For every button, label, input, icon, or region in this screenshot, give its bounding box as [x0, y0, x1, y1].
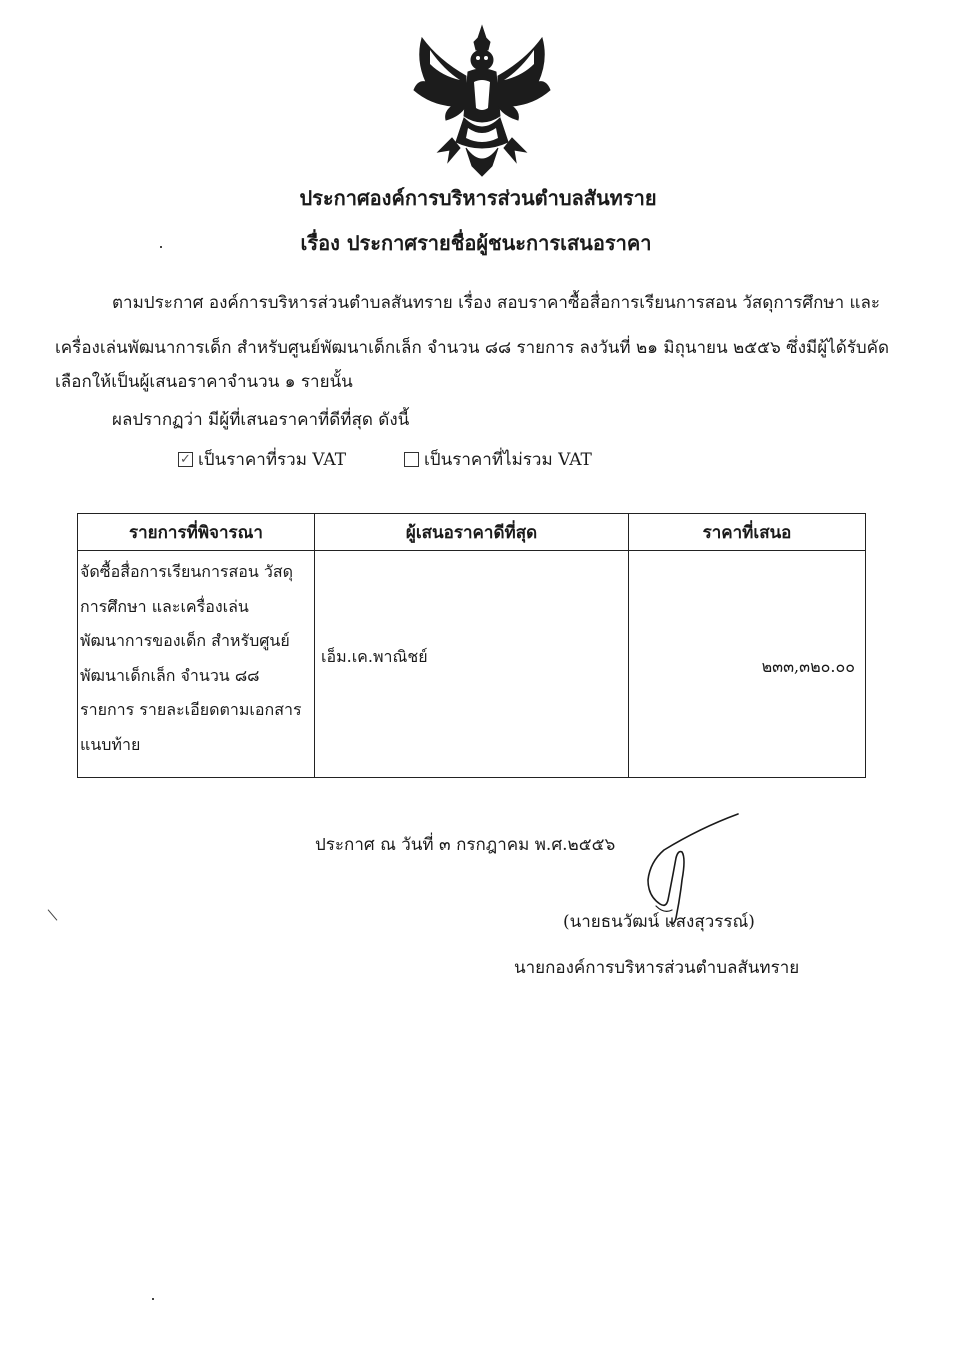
table-row — [78, 551, 866, 778]
announcement-date: ประกาศ ณ วันที่ ๓ กรกฎาคม พ.ศ.๒๕๕๖ — [315, 835, 616, 855]
signer-name: (นายธนวัฒน์ แสงสุวรรณ์) — [563, 912, 755, 932]
vat-included-label: เป็นราคาที่รวม VAT — [198, 450, 347, 470]
item-line: พัฒนาเด็กเล็ก จำนวน ๘๘ — [80, 665, 260, 685]
vat-excluded-checkbox — [404, 452, 419, 467]
offer-price: ๒๓๓,๓๒๐.๐๐ — [761, 657, 855, 676]
item-cell — [78, 551, 315, 778]
item-line: การศึกษา และเครื่องเล่น — [80, 596, 249, 616]
winner-name: เอ็ม.เค.พาณิชย์ — [321, 647, 428, 666]
signer-position: นายกองค์การบริหารส่วนตำบลสันทราย — [514, 958, 800, 978]
vat-excluded-option — [404, 446, 592, 473]
vat-included-option — [178, 446, 346, 473]
price-cell — [629, 551, 866, 778]
item-line: รายการ รายละเอียดตามเอกสาร — [80, 700, 302, 719]
table-header-row — [78, 514, 866, 551]
scan-speck — [160, 246, 162, 248]
bid-result-table — [77, 513, 866, 778]
vat-excluded-label: เป็นราคาที่ไม่รวม VAT — [424, 450, 592, 470]
announcement-title: ประกาศองค์การบริหารส่วนตำบลสันทราย — [299, 186, 657, 210]
header-price: ราคาที่เสนอ — [629, 514, 866, 551]
result-line: ผลปรากฏว่า มีผู้ที่เสนอราคาที่ดีที่สุด ดังนี้ — [112, 410, 410, 430]
announcement-subject: เรื่อง ประกาศรายชื่อผู้ชนะการเสนอราคา — [300, 231, 652, 255]
body-line-2: เครื่องเล่นพัฒนาการเด็ก สำหรับศูนย์พัฒนาเด็กเล็ก จำนวน ๘๘ รายการ ลงวันที่ ๒๑ มิถุนายน ๒๕๕๖ ซึ่งมีผู้ได้รับคัด — [55, 338, 890, 358]
winner-cell — [315, 551, 629, 778]
item-line: แนบท้าย — [80, 734, 141, 754]
item-line: พัฒนาการของเด็ก สำหรับศูนย์ — [80, 631, 290, 650]
scan-speck — [152, 1298, 154, 1300]
garuda-emblem-icon — [408, 20, 556, 178]
item-line: จัดซื้อสื่อการเรียนการสอน วัสดุ — [80, 562, 294, 581]
header-winner: ผู้เสนอราคาดีที่สุด — [315, 514, 629, 551]
vat-included-checkbox: ✓ — [178, 452, 193, 467]
header-item: รายการที่พิจารณา — [78, 514, 315, 551]
body-line-1: ตามประกาศ องค์การบริหารส่วนตำบลสันทราย เรื่อง สอบราคาซื้อสื่อการเรียนการสอน วัสดุการศึกษา และ — [112, 293, 881, 313]
body-line-3: เลือกให้เป็นผู้เสนอราคาจำนวน ๑ รายนั้น — [55, 372, 353, 392]
scan-speck — [48, 909, 58, 920]
